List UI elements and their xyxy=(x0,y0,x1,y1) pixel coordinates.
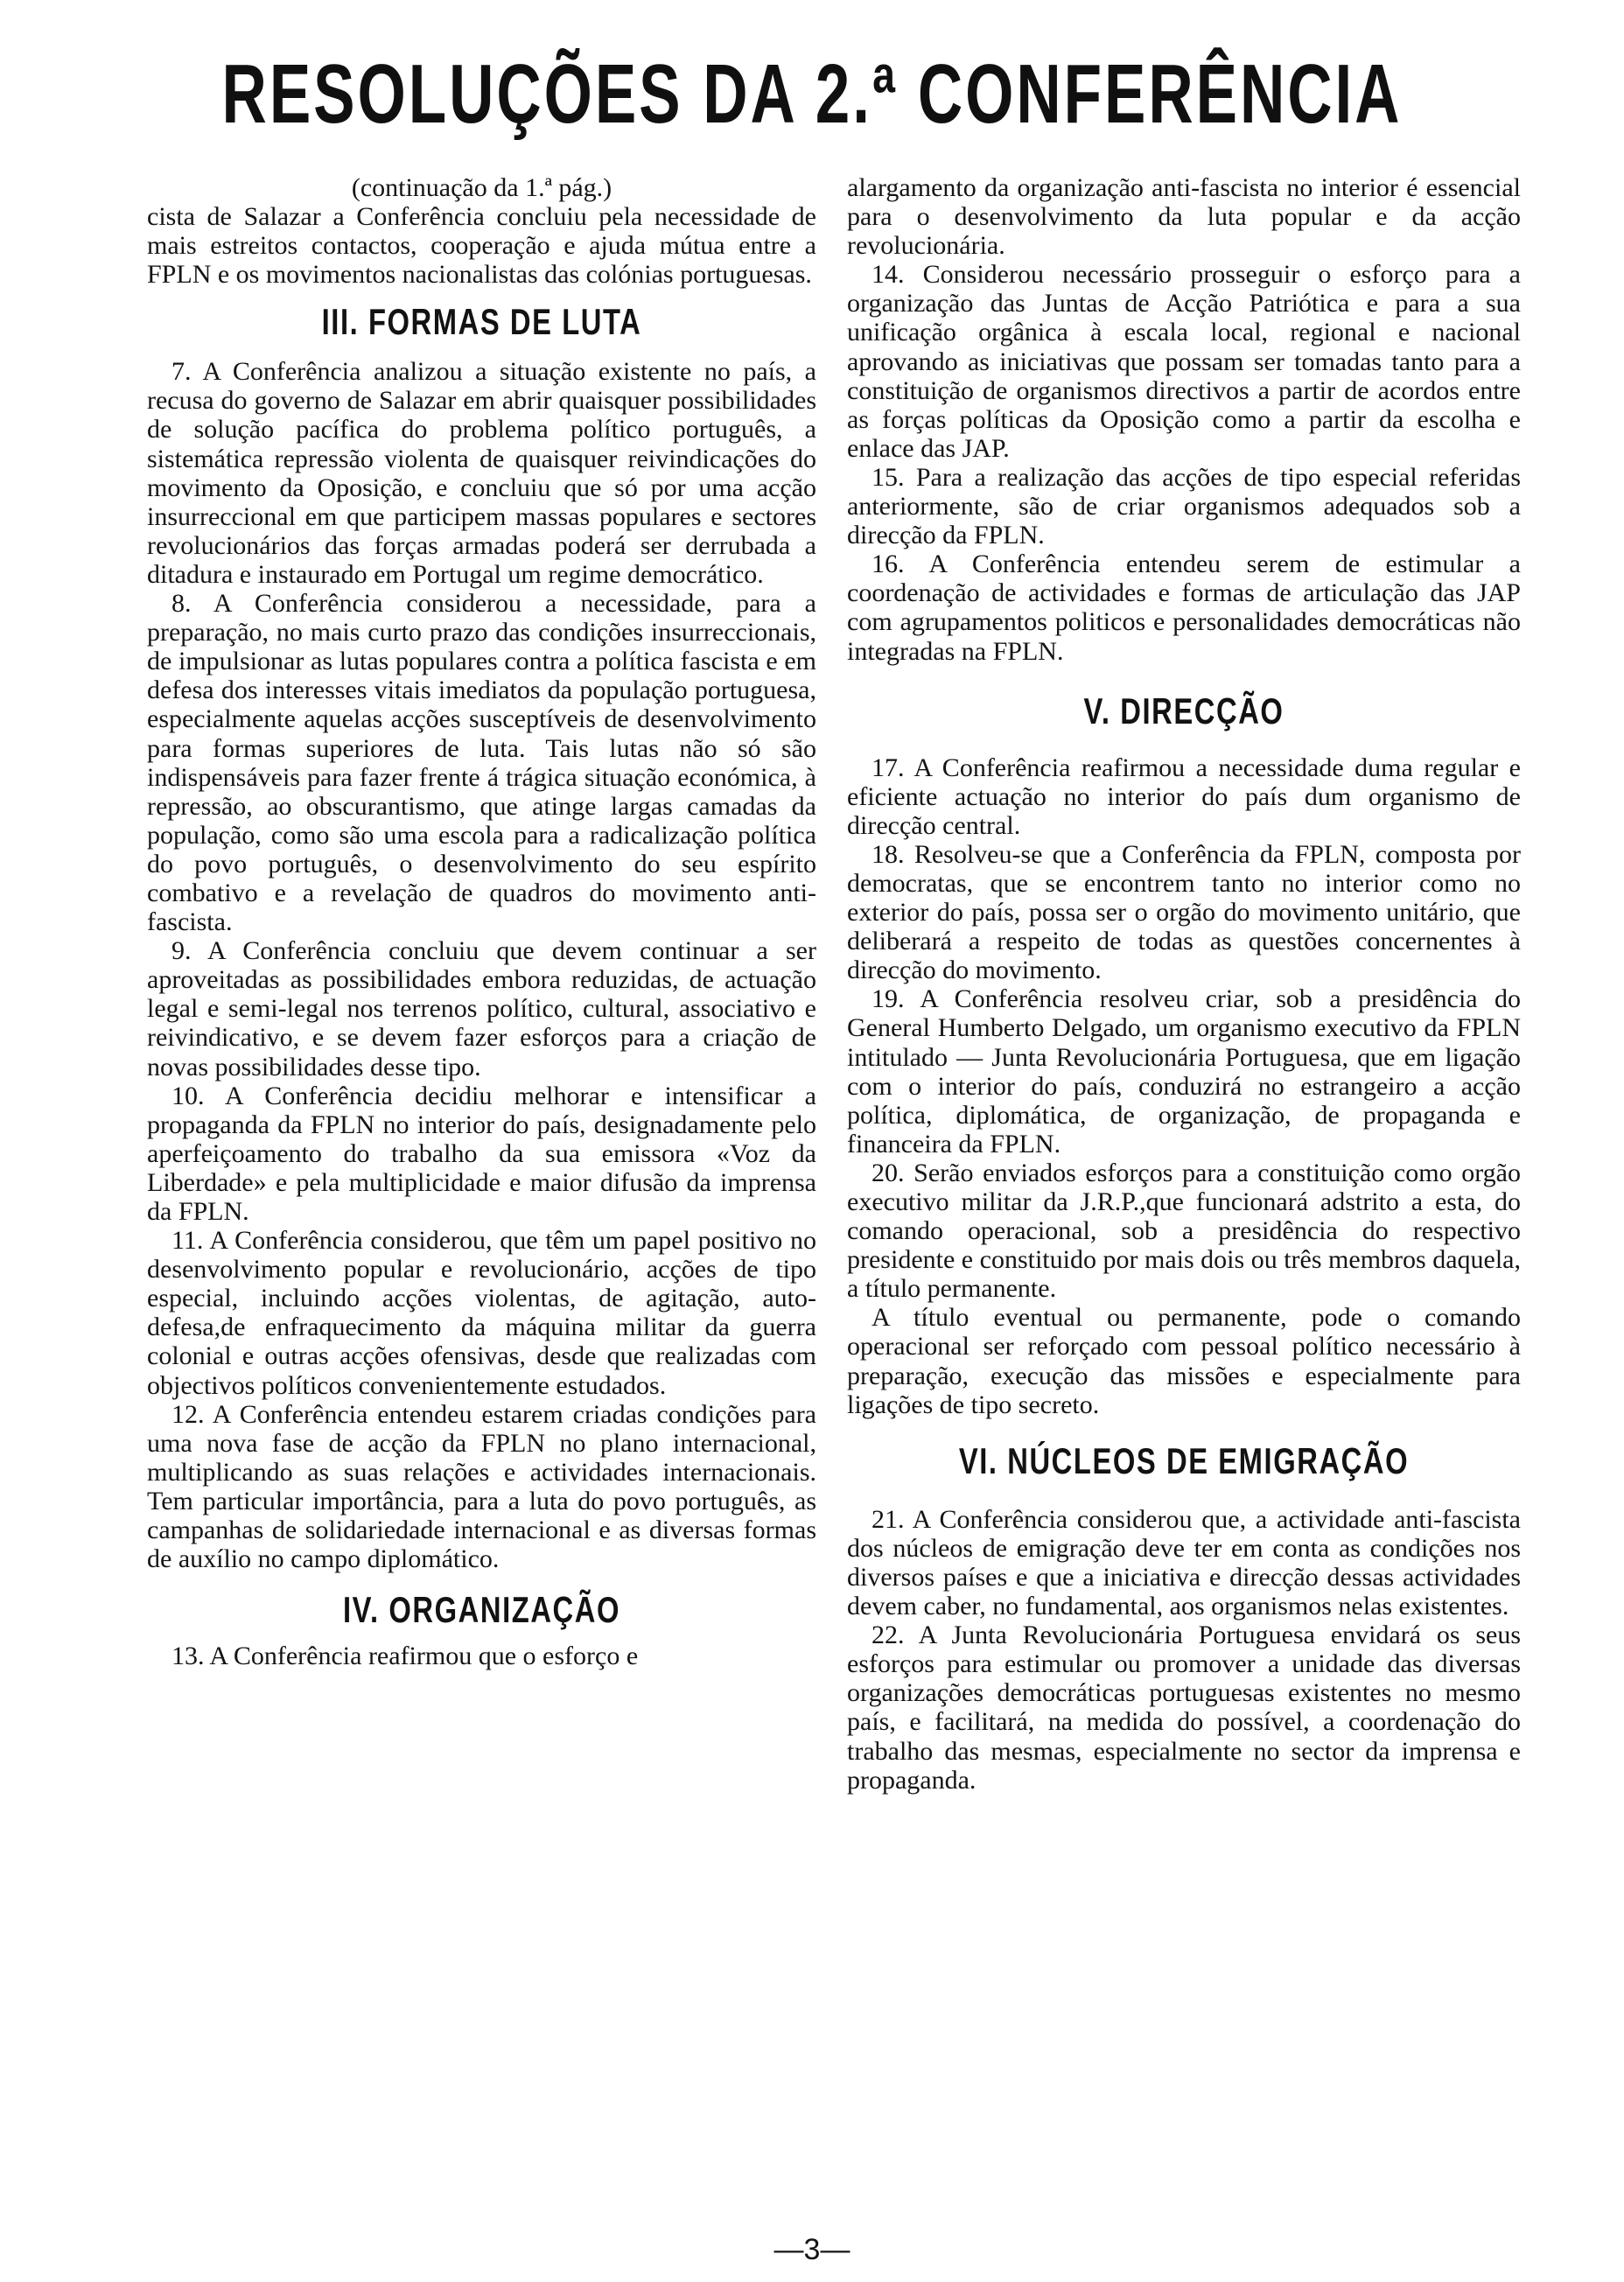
section-heading-3: III. FORMAS DE LUTA xyxy=(321,301,642,343)
paragraph-21: 21. A Conferência considerou que, a actividade anti-fascista dos núcleos de emigração deve ter em conta as condições nos diversos países e que a iniciativa e direcção dessas actividades devem caber, no fundamental, aos organismos nelas existentes. xyxy=(847,1504,1521,1621)
paragraph-13-continued: alargamento da organização anti-fascista no interior é essencial para o desenvolvimento da luta popular e da acção revolucionária. xyxy=(847,173,1521,261)
page-title: RESOLUÇÕES DA 2.ª CONFERÊNCIA xyxy=(221,47,1403,141)
paragraph-7: 7. A Conferência analizou a situação existente no país, a recusa do governo de Salazar em abrir quaisquer possibilidades de solução pacífica do problema político português, a sistemática repressão violenta de quaisquer reivindicações do movimento da Oposição, e concluiu que só por uma acção insurreccional em que participem massas populares e sectores revolucionários das forças armadas poderá ser derrubada a ditadura e instaurado em Portugal um regime democrático. xyxy=(147,357,816,589)
paragraph-18: 18. Resolveu-se que a Conferência da FPLN, composta por democratas, que se encontrem tanto no interior como no exterior do país, possa ser o orgão do movimento unitário, que deliberará a respeito de todas as questões concernentes à direcção do movimento. xyxy=(847,839,1521,985)
paragraph-19: 19. A Conferência resolveu criar, sob a presidência do General Humberto Delgado, um organismo executivo da FPLN intitulado — Junta Revolucionária Portuguesa, que em ligação com o interior do país, conduzirá no estrangeiro a acção política, diplomática, de organização, de propaganda e financeira da FPLN. xyxy=(847,984,1521,1158)
paragraph-9: 9. A Conferência concluiu que devem continuar a ser aproveitadas as possibilidades embora reduzidas, de actuação legal e semi-legal nos terrenos político, cultural, associativo e reivindicativo, e se devem fazer esforços para a criação de novas possibilidades desse tipo. xyxy=(147,936,816,1082)
continuation-note: (continuação da 1.ª pág.) xyxy=(351,173,612,202)
paragraph-16: 16. A Conferência entendeu serem de estimular a coordenação de actividades e formas de articulação das JAP com agrupamentos politicos e personalidades democráticas não integradas na FPLN. xyxy=(847,550,1521,666)
section-heading-6: VI. NÚCLEOS DE EMIGRAÇÃO xyxy=(958,1439,1410,1481)
paragraph-22: 22. A Junta Revolucionária Portuguesa envidará os seus esforços para estimular ou promover a unidade das diversas organizações democráticas portuguesas existentes no mesmo país, e facilitará, na medida do possível, a coordenação do trabalho das mesmas, especialmente no sector da imprensa e propaganda. xyxy=(847,1620,1521,1795)
page-number: —3— xyxy=(774,2233,850,2266)
paragraph-17: 17. A Conferência reafirmou a necessidade duma regular e eficiente actuação no interior do país dum organismo de direcção central. xyxy=(847,752,1521,840)
section-heading-5: V. DIRECÇÃO xyxy=(1083,690,1284,732)
left-column xyxy=(147,173,816,1670)
paragraph-13: 13. A Conferência reafirmou que o esforço e xyxy=(172,1642,639,1671)
paragraph-15: 15. Para a realização das acções de tipo especial referidas anteriormente, são de criar organismos adequados sob a direcção da FPLN. xyxy=(847,462,1521,550)
paragraph-14: 14. Considerou necessário prosseguir o esforço para a organização das Juntas de Acção Patriótica e para a sua unificação orgânica à escala local, regional e nacional aprovando as iniciativas que possam ser tomadas tanto para a constituição de organismos directivos a partir de acordos entre as forças políticas da Oposição como a partir da escolha e enlace das JAP. xyxy=(847,260,1521,463)
paragraph-10: 10. A Conferência decidiu melhorar e intensificar a propaganda da FPLN no interior do país, designadamente pelo aperfeiçoamento do trabalho da sua emissora «Voz da Liberdade» e pela multiplicidade e maior difusão da imprensa da FPLN. xyxy=(147,1081,816,1226)
right-column xyxy=(847,173,1521,1795)
paragraph-11: 11. A Conferência considerou, que têm um papel positivo no desenvolvimento popular e revolucionário, acções de tipo especial, incluindo acções violentas, de agitação, auto-defesa,de enfraquecimento da máquina militar da guerra colonial e outras acções ofensivas, desde que realizadas com objectivos políticos convenientemente estudados. xyxy=(147,1226,816,1400)
section-heading-4: IV. ORGANIZAÇÃO xyxy=(342,1589,621,1631)
paragraph-12: 12. A Conferência entendeu estarem criadas condições para uma nova fase de acção da FPLN no plano internacional, multiplicando as suas relações e actividades internacionais. Tem particular importância, para a luta do povo português, as campanhas de solidariedade internacional e as diversas formas de auxílio no campo diplomático. xyxy=(147,1399,816,1574)
paragraph-intro: cista de Salazar a Conferência concluiu pela necessidade de mais estreitos contactos, cooperação e ajuda mútua entre a FPLN e os movimentos nacionalistas das colónias portuguesas. xyxy=(147,202,816,290)
paragraph-20-b: A título eventual ou permanente, pode o comando operacional ser reforçado com pessoal político necessário à preparação, execução das missões e especialmente para ligações de tipo secreto. xyxy=(847,1303,1521,1419)
paragraph-8: 8. A Conferência considerou a necessidade, para a preparação, no mais curto prazo das condições insurreccionais, de impulsionar as lutas populares contra a política fascista e em defesa dos interesses vitais imediatos da população portuguesa, especialmente aquelas acções susceptíveis de desenvolvimento para formas superiores de luta. Tais lutas não só são indispensáveis para fazer frente á trágica situação económica, à repressão, ao obscurantismo, que atinge largas camadas da população, como são uma escola para a radicalização política do povo português, o desenvolvimento do seu espírito combativo e a revelação de quadros do movimento anti-fascista. xyxy=(147,589,816,937)
paragraph-20: 20. Serão enviados esforços para a constituição como orgão executivo militar da J.R.P.,que funcionará adstrito a esta, do comando operacional, sob a presidência do respectivo presidente e constituido por mais dois ou três membros daquela, a título permanente. xyxy=(847,1158,1521,1304)
